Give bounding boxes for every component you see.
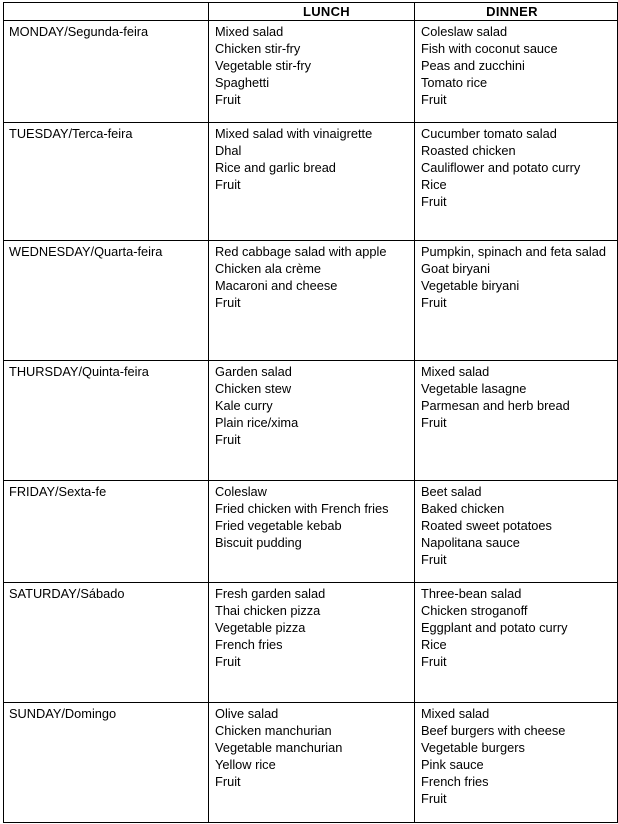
dinner-cell <box>415 481 618 583</box>
dinner-cell <box>415 583 618 703</box>
header-row <box>4 3 618 21</box>
day-cell <box>4 583 209 703</box>
dinner-item: Fish with coconut sauce <box>421 41 558 56</box>
lunch-item: Red cabbage salad with apple <box>215 244 387 259</box>
weekly-menu-table <box>3 2 618 823</box>
dinner-item: Fruit <box>421 415 447 430</box>
lunch-cell <box>209 361 415 481</box>
day-row <box>4 583 618 703</box>
lunch-item: Chicken stir-fry <box>215 41 301 56</box>
dinner-item: Fruit <box>421 194 447 209</box>
day-cell <box>4 123 209 241</box>
lunch-item: Mixed salad <box>215 24 284 39</box>
dinner-cell <box>415 21 618 123</box>
dinner-item: Peas and zucchini <box>421 58 525 73</box>
dinner-item: Beet salad <box>421 484 482 499</box>
lunch-item: Fried chicken with French fries <box>215 501 389 516</box>
dinner-list <box>415 481 617 568</box>
lunch-list <box>209 703 414 790</box>
lunch-list <box>209 361 414 448</box>
lunch-item: Vegetable pizza <box>215 620 306 635</box>
lunch-item: Chicken ala crème <box>215 261 321 276</box>
dinner-cell <box>415 703 618 823</box>
lunch-item: Chicken manchurian <box>215 723 332 738</box>
day-cell <box>4 361 209 481</box>
dinner-item: Fruit <box>421 654 447 669</box>
day-cell <box>4 481 209 583</box>
lunch-item: Fruit <box>215 177 241 192</box>
dinner-item: Napolitana sauce <box>421 535 520 550</box>
dinner-item: Pink sauce <box>421 757 484 772</box>
lunch-cell <box>209 583 415 703</box>
dinner-list <box>415 703 617 807</box>
lunch-item: Dhal <box>215 143 242 158</box>
lunch-item: Spaghetti <box>215 75 270 90</box>
lunch-item: Biscuit pudding <box>215 535 302 550</box>
lunch-list <box>209 21 414 108</box>
dinner-cell <box>415 361 618 481</box>
lunch-item: Fruit <box>215 295 241 310</box>
dinner-cell <box>415 123 618 241</box>
lunch-item: Vegetable manchurian <box>215 740 343 755</box>
dinner-list <box>415 241 617 311</box>
lunch-item: Coleslaw <box>215 484 267 499</box>
lunch-item: Chicken stew <box>215 381 292 396</box>
day-label: SUNDAY/Domingo <box>9 706 117 721</box>
lunch-cell <box>209 481 415 583</box>
dinner-item: Three-bean salad <box>421 586 522 601</box>
dinner-item: Pumpkin, spinach and feta salad <box>421 244 606 259</box>
dinner-item: Fruit <box>421 295 447 310</box>
dinner-item: Fruit <box>421 552 447 567</box>
day-row <box>4 123 618 241</box>
lunch-item: Fruit <box>215 432 241 447</box>
day-label: FRIDAY/Sexta-fe <box>9 484 107 499</box>
lunch-item: Plain rice/xima <box>215 415 299 430</box>
dinner-item: Mixed salad <box>421 364 490 379</box>
lunch-item: Kale curry <box>215 398 273 413</box>
dinner-item: Rice <box>421 177 447 192</box>
dinner-item: Eggplant and potato curry <box>421 620 568 635</box>
lunch-item: Thai chicken pizza <box>215 603 321 618</box>
dinner-item: Vegetable burgers <box>421 740 525 755</box>
dinner-item: French fries <box>421 774 489 789</box>
lunch-cell <box>209 703 415 823</box>
dinner-cell <box>415 241 618 361</box>
day-row <box>4 481 618 583</box>
day-row <box>4 361 618 481</box>
lunch-list <box>209 241 414 311</box>
lunch-item: Vegetable stir-fry <box>215 58 312 73</box>
lunch-list <box>209 583 414 670</box>
dinner-item: Coleslaw salad <box>421 24 508 39</box>
lunch-item: Macaroni and cheese <box>215 278 338 293</box>
day-label: TUESDAY/Terca-feira <box>9 126 133 141</box>
lunch-list <box>209 123 414 193</box>
dinner-item: Fruit <box>421 92 447 107</box>
dinner-item: Chicken stroganoff <box>421 603 528 618</box>
lunch-item: Fruit <box>215 654 241 669</box>
dinner-list <box>415 123 617 210</box>
lunch-item: Fresh garden salad <box>215 586 326 601</box>
dinner-item: Vegetable biryani <box>421 278 520 293</box>
dinner-item: Baked chicken <box>421 501 505 516</box>
day-label: THURSDAY/Quinta-feira <box>9 364 149 379</box>
dinner-list <box>415 583 617 670</box>
dinner-column-header: DINNER <box>415 3 618 21</box>
dinner-item: Parmesan and herb bread <box>421 398 570 413</box>
lunch-item: Garden salad <box>215 364 292 379</box>
dinner-item: Rice <box>421 637 447 652</box>
day-row <box>4 241 618 361</box>
dinner-item: Goat biryani <box>421 261 490 276</box>
dinner-item: Vegetable lasagne <box>421 381 527 396</box>
dinner-list <box>415 21 617 108</box>
lunch-list <box>209 481 414 551</box>
lunch-cell <box>209 241 415 361</box>
dinner-item: Cauliflower and potato curry <box>421 160 581 175</box>
day-label: SATURDAY/Sábado <box>9 586 125 601</box>
dinner-item: Roated sweet potatoes <box>421 518 552 533</box>
lunch-item: Mixed salad with vinaigrette <box>215 126 373 141</box>
dinner-item: Beef burgers with cheese <box>421 723 566 738</box>
menu-body <box>4 21 618 823</box>
day-row <box>4 703 618 823</box>
lunch-column-header: LUNCH <box>209 3 415 21</box>
day-cell <box>4 241 209 361</box>
dinner-list <box>415 361 617 431</box>
dinner-item: Cucumber tomato salad <box>421 126 557 141</box>
lunch-item: Rice and garlic bread <box>215 160 336 175</box>
day-label: MONDAY/Segunda-feira <box>9 24 149 39</box>
lunch-item: French fries <box>215 637 283 652</box>
dinner-item: Tomato rice <box>421 75 488 90</box>
dinner-item: Mixed salad <box>421 706 490 721</box>
day-row <box>4 21 618 123</box>
lunch-item: Fruit <box>215 92 241 107</box>
lunch-item: Fried vegetable kebab <box>215 518 342 533</box>
day-column-header <box>4 3 209 21</box>
lunch-item: Fruit <box>215 774 241 789</box>
lunch-item: Olive salad <box>215 706 279 721</box>
dinner-item: Fruit <box>421 791 447 806</box>
day-cell <box>4 703 209 823</box>
lunch-cell <box>209 21 415 123</box>
day-cell <box>4 21 209 123</box>
dinner-item: Roasted chicken <box>421 143 516 158</box>
lunch-item: Yellow rice <box>215 757 276 772</box>
lunch-cell <box>209 123 415 241</box>
day-label: WEDNESDAY/Quarta-feira <box>9 244 163 259</box>
